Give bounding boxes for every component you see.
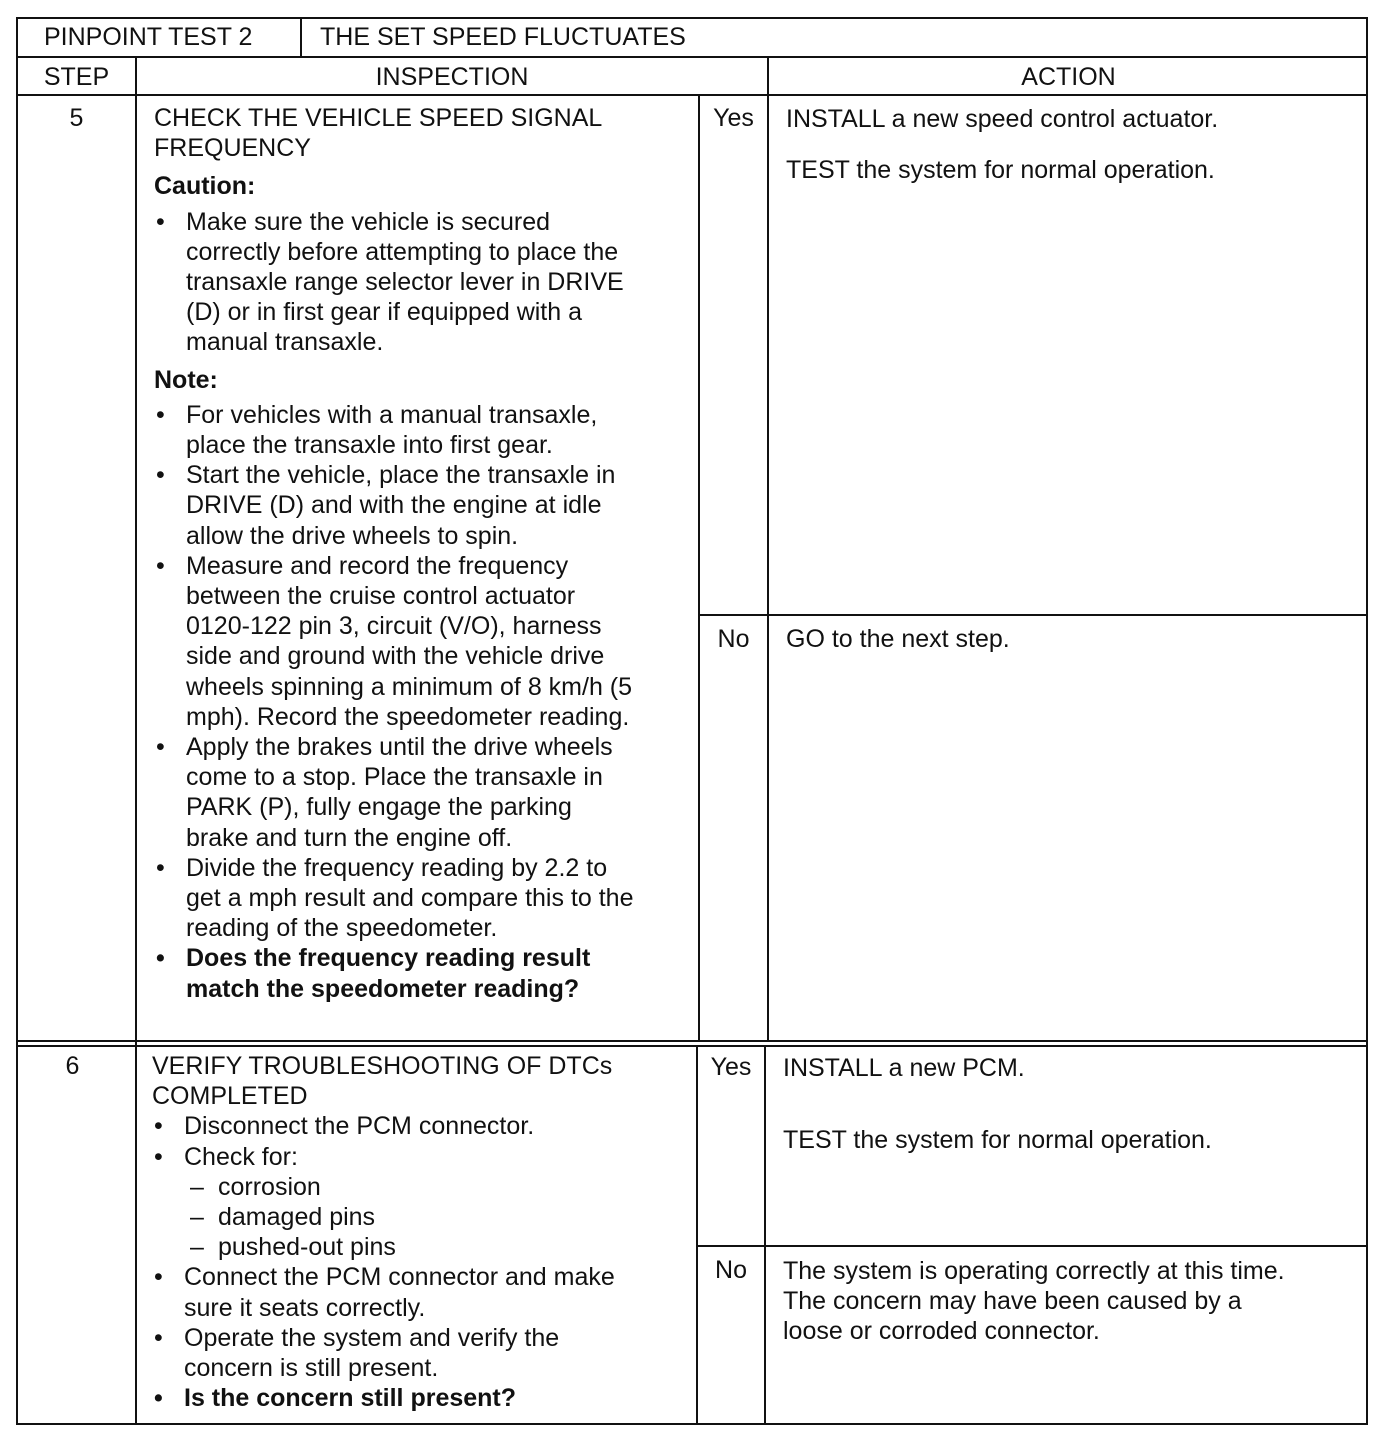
list-item: • Measure and record the frequency between the cruise control actuator 0120-122 pin 3, circuit (V/O), harness side and ground with the vehicle drive wheels spinning a minimum of 8 km/h (5 mph). Record the speedometer reading. — [154, 551, 633, 732]
check-item: – damaged pins — [152, 1202, 615, 1232]
rule-answer-left-step5 — [698, 94, 700, 1042]
caution-list — [154, 207, 633, 358]
step-title: VERIFY TROUBLESHOOTING OF DTCs COMPLETED — [152, 1052, 613, 1111]
column-header-step: STEP — [43, 63, 110, 91]
no-action: The system is operating correctly at this time. The concern may have been caused by a loose or corroded connector. — [783, 1257, 1285, 1346]
test-title: THE SET SPEED FLUCTUATES — [320, 23, 686, 51]
rule-step6-top — [16, 1045, 1368, 1047]
rule-answer-right-step6 — [764, 1045, 766, 1425]
rule-answer-right-step5 — [767, 94, 769, 1042]
rule-step5-bottom — [16, 1040, 1368, 1042]
no-label: No — [717, 625, 750, 653]
rule-step-column — [135, 56, 137, 1425]
column-header-inspection: INSPECTION — [375, 63, 529, 91]
inspection-list — [152, 1111, 615, 1413]
test-label: PINPOINT TEST 2 — [44, 23, 253, 51]
step-number: 6 — [65, 1052, 80, 1080]
caution-label: Caution: — [154, 172, 256, 201]
list-item: • Connect the PCM connector and make sure it seats correctly. — [152, 1262, 615, 1322]
yes-action: INSTALL a new speed control actuator. TEST the system for normal operation. — [786, 105, 1219, 185]
question-item: • Is the concern still present? — [152, 1383, 615, 1413]
yes-label: Yes — [710, 1053, 752, 1081]
rule-colheader-bottom — [16, 94, 1368, 96]
list-item: • Start the vehicle, place the transaxle in DRIVE (D) and with the engine at idle allow the drive wheels to spin. — [154, 460, 633, 551]
yes-label: Yes — [713, 104, 754, 132]
check-item: – corrosion — [152, 1172, 615, 1202]
list-item: • Make sure the vehicle is secured correctly before attempting to place the transaxle range selector lever in DRIVE (D) or in first gear if equipped with a manual transaxle. — [154, 207, 633, 358]
step-number: 5 — [69, 104, 84, 132]
step-inspection — [152, 1051, 615, 1413]
rule-step6-yes-no — [697, 1245, 1368, 1247]
note-label: Note: — [154, 365, 218, 394]
rule-header-divider — [300, 17, 302, 56]
rule-answer-left-step6 — [696, 1045, 698, 1425]
note-list — [154, 400, 633, 1004]
check-item: – pushed-out pins — [152, 1232, 615, 1262]
column-header-action: ACTION — [1021, 63, 1116, 91]
list-item: • For vehicles with a manual transaxle, place the transaxle into first gear. — [154, 400, 633, 460]
list-item: • Apply the brakes until the drive wheels come to a stop. Place the transaxle in PARK (P), fully engage the parking brake and turn the engine off. — [154, 732, 633, 853]
no-action: GO to the next step. — [786, 625, 1010, 653]
list-item: • Check for: — [152, 1142, 615, 1172]
step-inspection — [154, 103, 633, 1004]
step-title: CHECK THE VEHICLE SPEED SIGNAL FREQUENCY — [154, 104, 603, 163]
yes-action: INSTALL a new PCM. TEST the system for normal operation. — [783, 1054, 1212, 1155]
list-item: • Operate the system and verify the concern is still present. — [152, 1323, 615, 1383]
rule-step5-yes-no — [698, 614, 1368, 616]
no-label: No — [715, 1256, 747, 1284]
question-item: • Does the frequency reading result match the speedometer reading? — [154, 943, 633, 1003]
rule-header-bottom — [16, 56, 1368, 58]
list-item: • Divide the frequency reading by 2.2 to get a mph result and compare this to the reading of the speedometer. — [154, 853, 633, 944]
list-item: • Disconnect the PCM connector. — [152, 1111, 615, 1141]
